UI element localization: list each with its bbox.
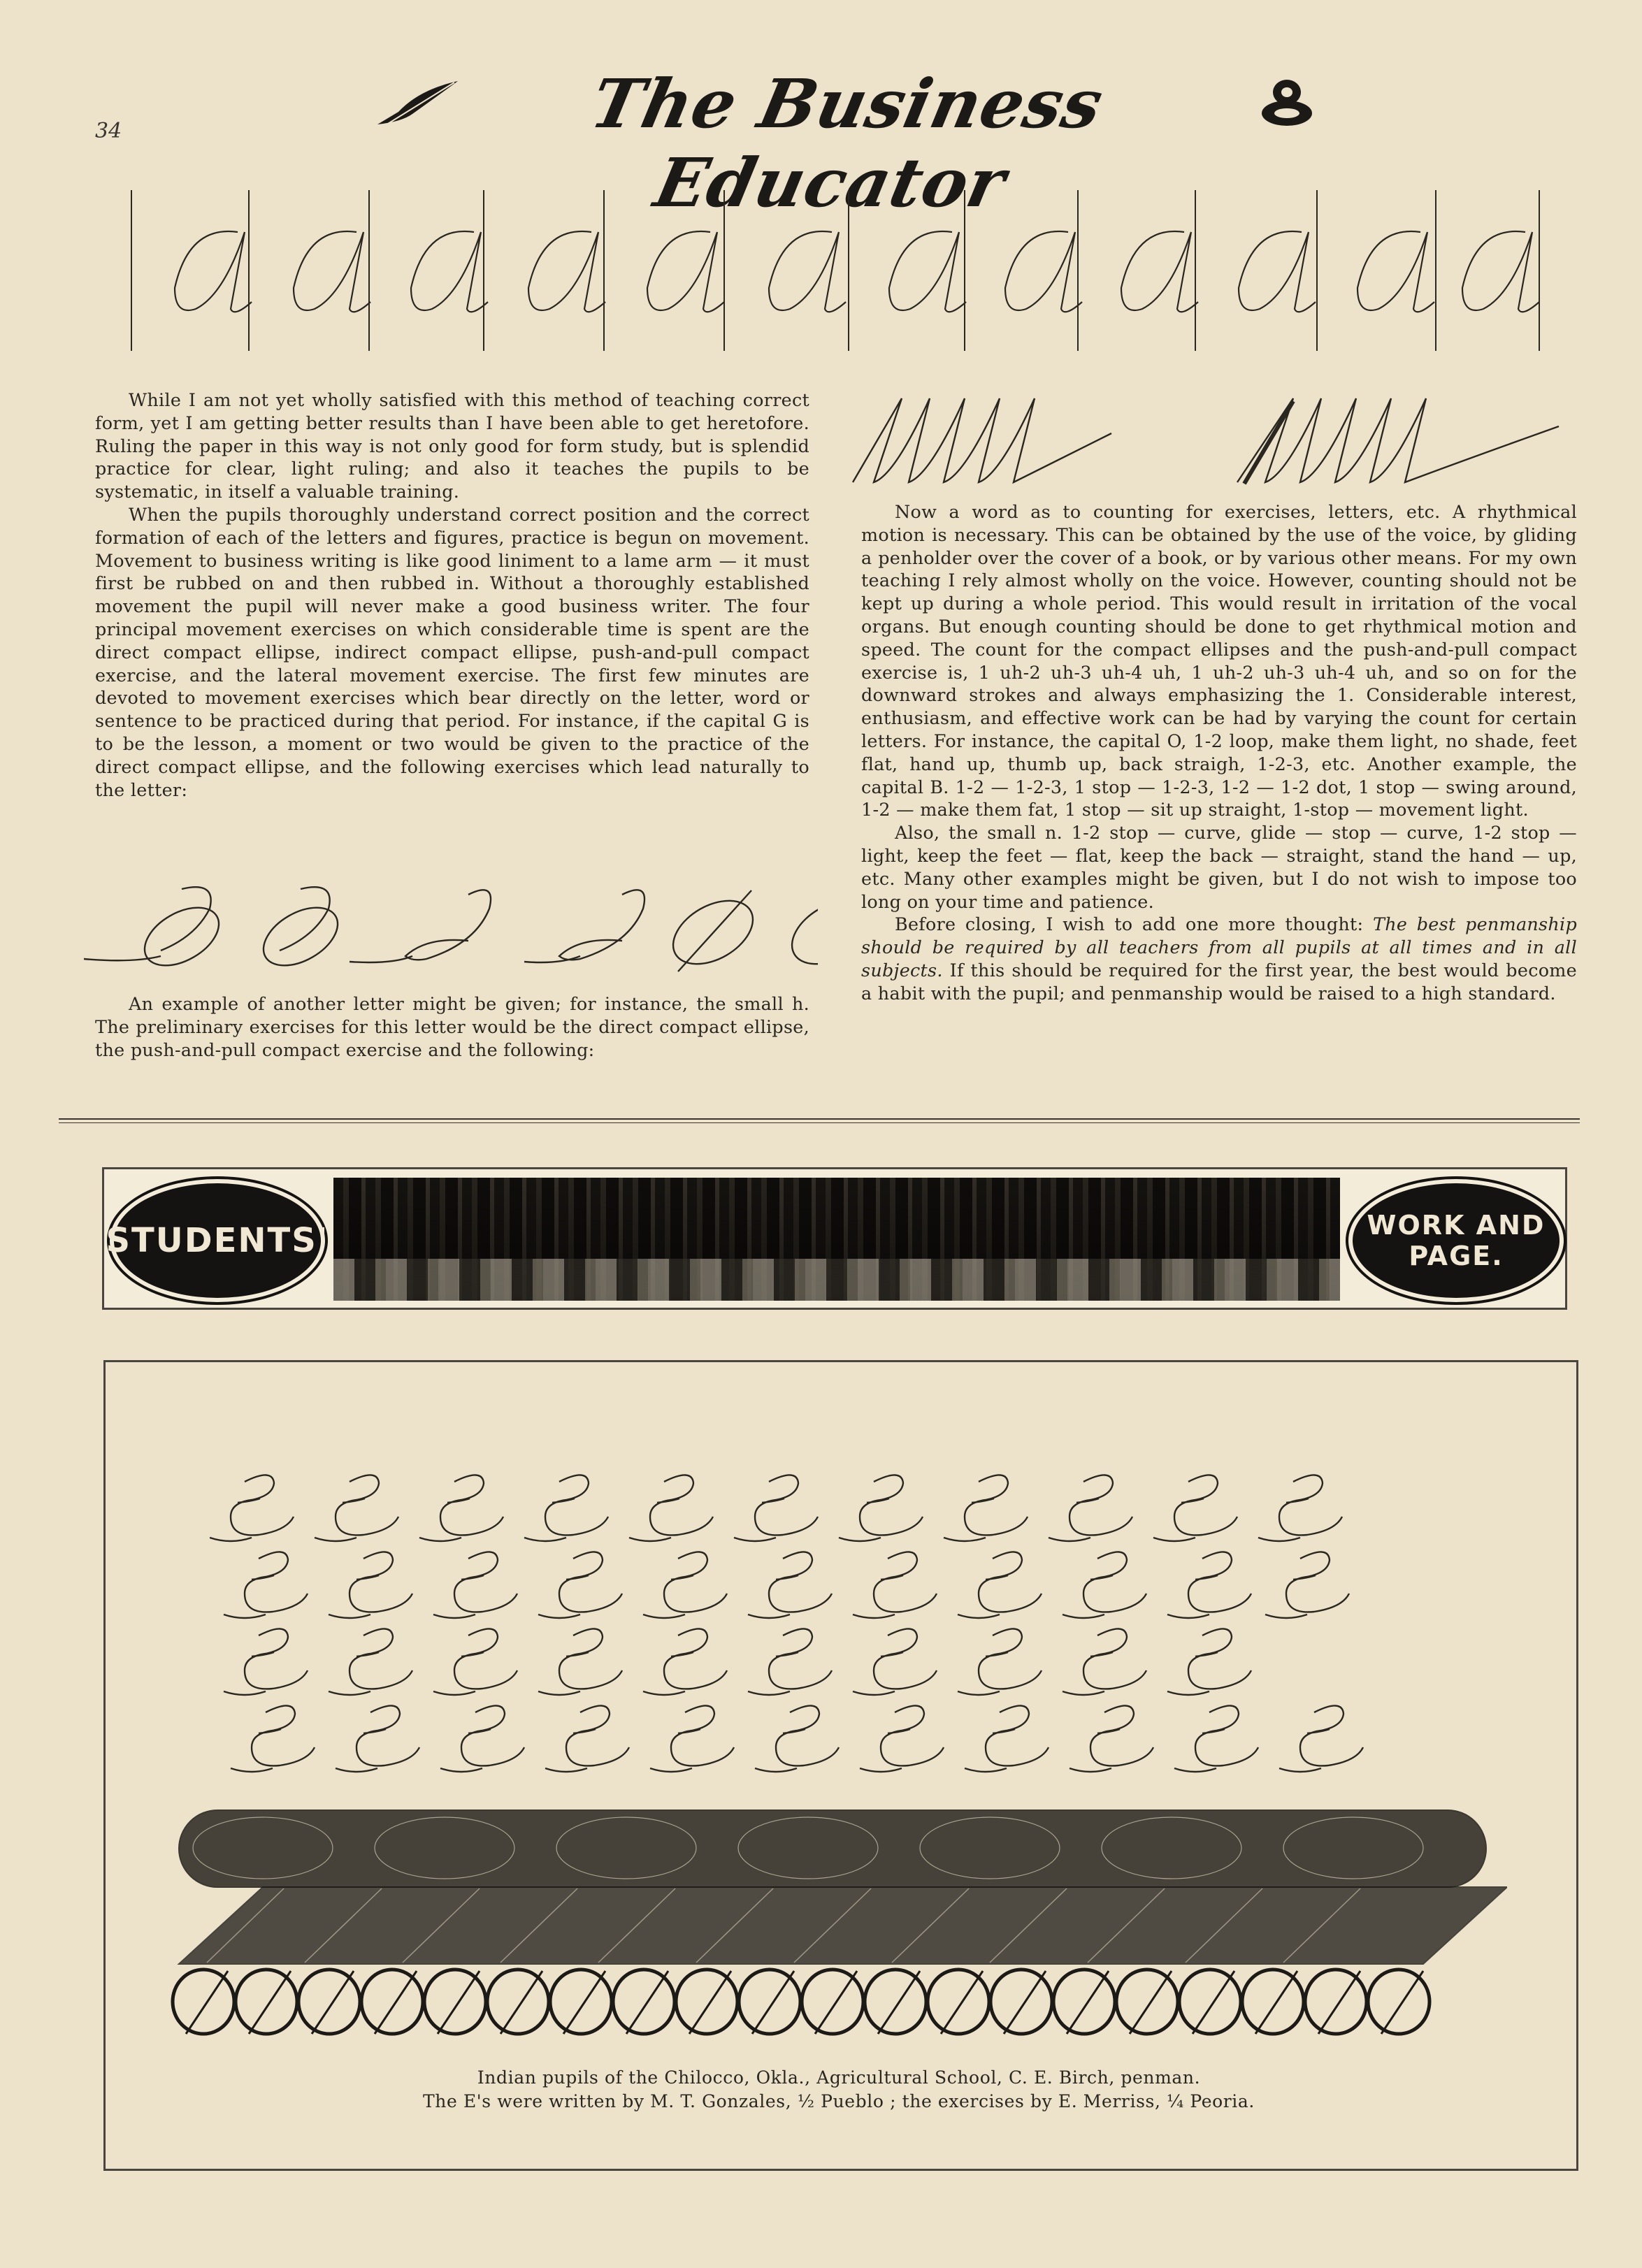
- ruled-letter-a-specimen: [126, 183, 1552, 355]
- work-page-badge: WORK AND PAGE.: [1353, 1183, 1560, 1298]
- caption-line-1: Indian pupils of the Chilocco, Okla., Agricultural School, C. E. Birch, penman.: [477, 2067, 1201, 2088]
- right-paragraph-1: Now a word as to counting for exercises, letters, etc. A rhythmical motion is necessary. This can be obtained by the use of the voice, by gliding a penholder over the cover of a book, or by various other means. For my own teaching I rely almost wholly on the voice. However, counting should not be kept up during a whole period. This would result in irritation of the vocal organs. But enough counting should be done to get rhythmical motion and speed. The count for the compact ellipses and the push-and-pull compact exercise is, 1 uh-2 uh-3 uh-4 uh, 1 uh-2 uh-3 uh-4 uh, and so on for the downward strokes and always emphasizing the 1. Considerable interest, enthusiasm, and effective work can be had by varying the count for certain letters. For instance, the capital O, 1-2 loop, make them light, no shade, feet flat, hand up, thumb up, back straigh, 1-2-3, etc. Another example, the capital B. 1-2 — 1-2-3, 1 stop — 1-2-3, 1-2 — 1-2 dot, 1 stop — swing around, 1-2 — make them fat, 1 stop — sit up straight, 1-stop — movement light.: [861, 501, 1577, 821]
- capital-g-exercises: [77, 874, 818, 978]
- masthead-title: The Business Educator: [584, 64, 1111, 222]
- left-column: [95, 389, 809, 801]
- closing-lead: Before closing, I wish to add one more thought:: [895, 913, 1373, 935]
- capital-e-specimens: [210, 1468, 1412, 1789]
- classroom-photo-desks: [333, 1259, 1340, 1301]
- section-divider: [59, 1118, 1580, 1120]
- closing-tail: If this should be required for the first year, the best would become a habit with the pupil; and penmanship would be raised to a high standard.: [861, 959, 1577, 1004]
- movement-exercises: [165, 1803, 1507, 2041]
- specimen-caption: [140, 2066, 1538, 2114]
- students-work-banner: [102, 1167, 1567, 1310]
- right-column: [861, 500, 1577, 1005]
- left-paragraph-3: An example of another letter might be given; for instance, the small h. The preliminary exercises for this letter would be the direct compact ellipse, the push-and-pull compact exercise and the following:: [95, 993, 809, 1060]
- small-l-exercises: [846, 391, 1573, 489]
- ornament-icon: [1255, 73, 1318, 129]
- left-paragraph-1: While I am not yet wholly satisfied with this method of teaching correct form, yet I am getting better results than I have been able to get heretofore. Ruling the paper in this way is not only good for form study, but is splendid practice for clear, light ruling; and also it teaches the pupils to be systematic, in itself a valuable training.: [95, 389, 809, 503]
- left-paragraph-2: When the pupils thoroughly understand correct position and the correct formation of each of the letters and figures, practice is begun on movement. Movement to business writing is like good liniment to a lame arm — it must first be rubbed on and then rubbed in. Without a thoroughly established movement the pupil will never make a good business writer. The four principal movement exercises on which considerable time is spent are the direct compact ellipse, indirect compact ellipse, push-and-pull compact exercise, and the lateral movement exercise. The first few minutes are devoted to movement exercises which bear directly on the letter, word or sentence to be practiced during that period. For instance, if the capital G is to be the lesson, a moment or two would be given to the practice of the direct compact ellipse, and the following exercises which lead naturally to the letter:: [95, 503, 809, 800]
- classroom-photo: [333, 1178, 1340, 1301]
- left-column-bottom: [95, 992, 809, 1061]
- caption-line-2: The E's were written by M. T. Gonzales, ½ Pueblo ; the exercises by E. Merriss, ¼ Peoria.: [423, 2091, 1255, 2111]
- right-paragraph-3: [861, 913, 1577, 1004]
- section-divider-thin: [59, 1122, 1580, 1123]
- page-number: 34: [95, 119, 122, 143]
- quill-pen-icon: [370, 75, 461, 131]
- right-paragraph-2: Also, the small n. 1-2 stop — curve, glide — stop — curve, 1-2 stop — light, keep the feet — flat, keep the back — straight, stand the hand — up, etc. Many other examples might be given, but I do not wish to impose too long on your time and patience.: [861, 822, 1577, 912]
- closing-emphasis: The best penmanship should be required by all teachers from all pupils at all times and in all subjects.: [861, 913, 1577, 981]
- students-badge: STUDENTS': [114, 1183, 321, 1298]
